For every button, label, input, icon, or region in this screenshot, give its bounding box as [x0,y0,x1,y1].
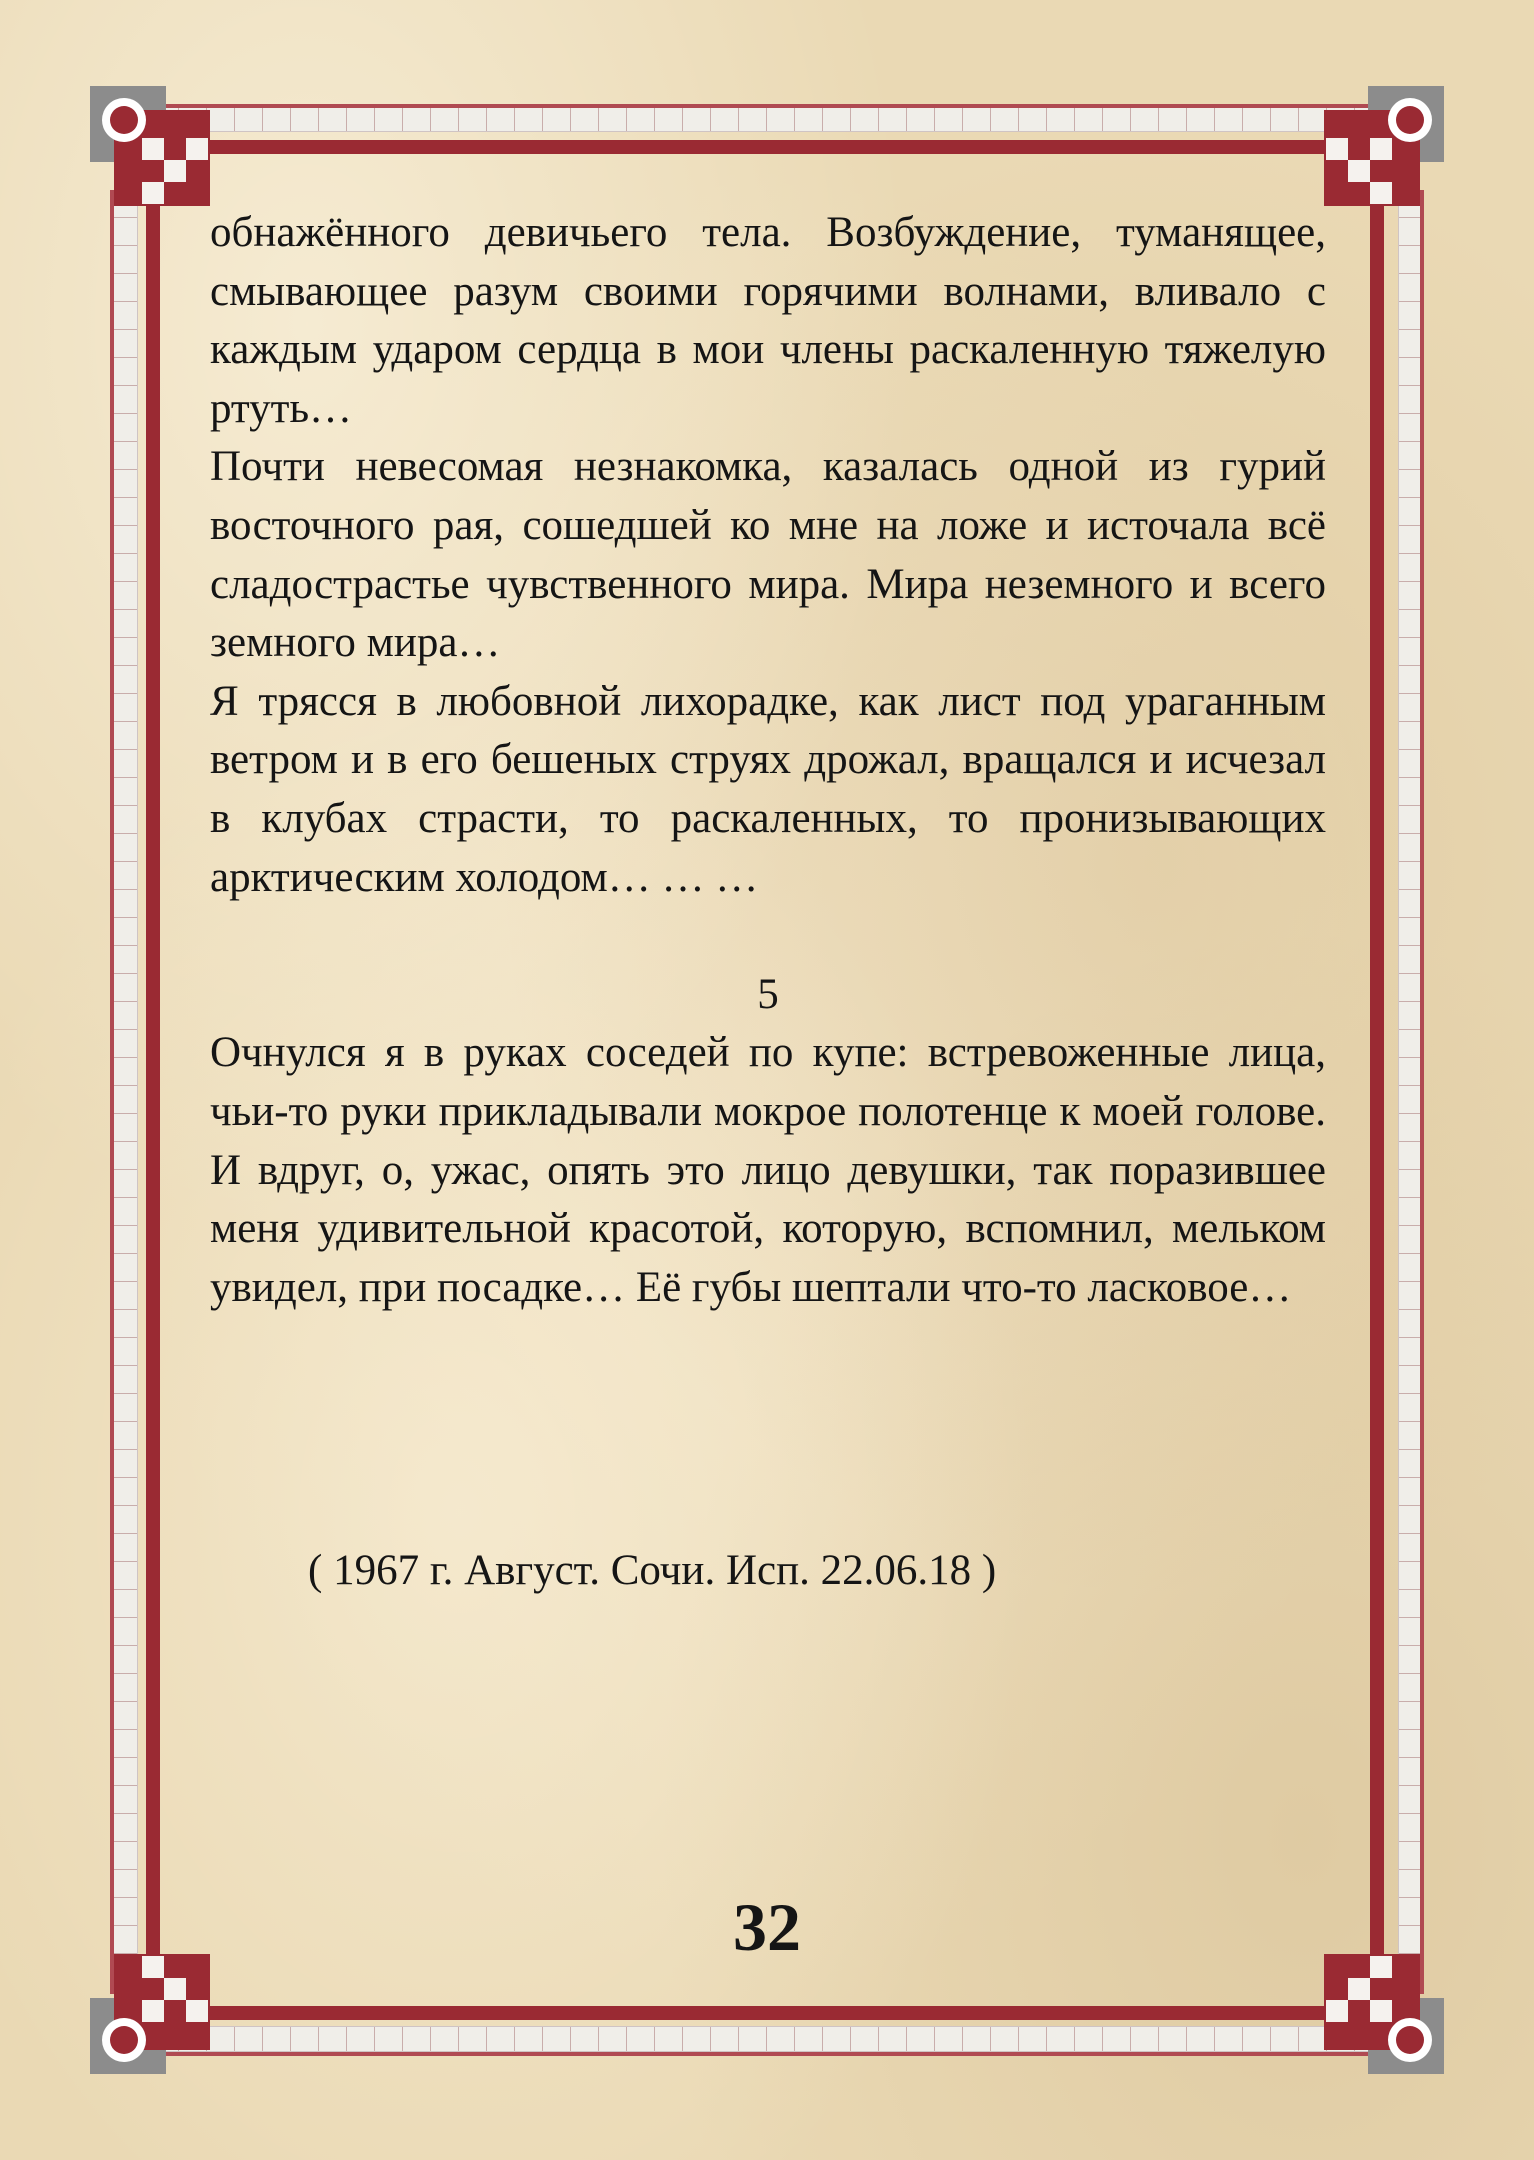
chapter-number: 5 [757,970,779,1018]
frame-thin-right [1420,190,1424,1994]
frame-bottom-strip [150,2026,1384,2052]
date-line: ( 1967 г. Август. Сочи. Исп. 22.06.18 ) [308,1547,997,1594]
frame-red-right [1370,140,1384,2020]
frame-red-top [146,140,1384,154]
paragraph: Я трясся в любовной лихорадке, как лист под ураганным ветром и в его бешеных струях дрожал, вращался и исчезал в клубах страсти, то раскаленных, то пронизывающих арктическим холодом… … … [210,677,1326,901]
corner-ornament-bottom-right-icon [1324,1954,1444,2074]
paragraph: обнажённого девичьего тела. Возбуждение, туманящее, смывающее разум своими горячими волнами, вливало с каждым ударом сердца в мои члены раскаленную тяжелую ртуть… [210,209,1326,432]
frame-red-left [146,140,160,2020]
frame-thin-left [110,190,114,1994]
frame-thin-bottom [146,2052,1384,2056]
corner-ornament-top-left-icon [90,86,210,206]
paragraph: Очнулся я в руках соседей по купе: встревоженные лица, чьи-то руки прикладывали мокрое полотенце к моей голове. И вдруг, о, ужас, опять это лицо девушки, так поразившее меня удивительной красотой, которую, вспомнил, мельком увидел, при посадке… Её губы шептали что-то ласковое… [210,1029,1326,1311]
paragraph: Почти невесомая незнакомка, казалась одной из гурий восточного рая, сошедшей ко мне на ложе и источала всё сладострастье чувственного мира. Мира неземного и всего земного мира… [210,443,1326,667]
corner-ornament-bottom-left-icon [90,1954,210,2074]
page-body-text [210,204,1326,1317]
page-number: 32 [733,1889,801,1965]
corner-ornament-top-right-icon [1324,86,1444,206]
frame-thin-top [146,104,1384,108]
frame-left-strip [112,190,138,1994]
frame-top-strip [150,106,1384,132]
paragraph-spacer [210,907,1326,966]
frame-red-bottom [146,2006,1384,2020]
